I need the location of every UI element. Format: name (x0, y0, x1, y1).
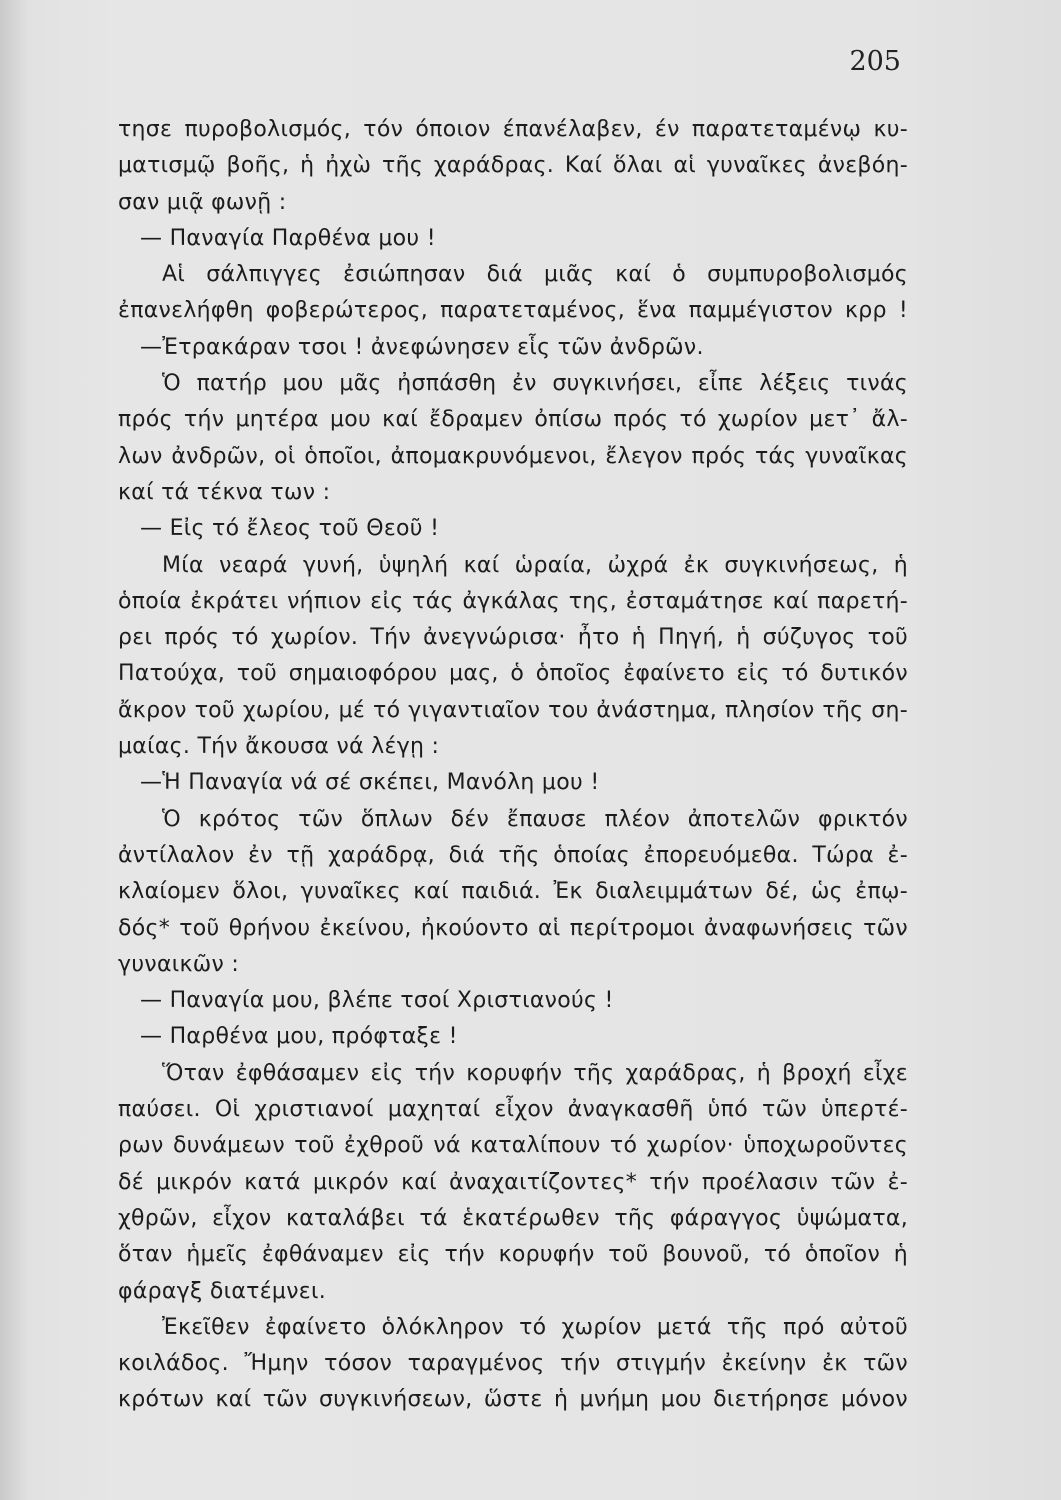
text-line: —Ἡ Παναγία νά σέ σκέπει, Μανόλη μου ! (140, 770, 600, 796)
text-line: ρει πρός τό χωρίον. Τήν ἀνεγνώρισα· ἦτο ἡ Πηγή, ἡ σύζυγος τοῦ (118, 625, 908, 651)
text-line: πρός τήν μητέρα μου καί ἔδραμεν ὀπίσω πρός τό χωρίον μετ᾽ ἄλ- (118, 407, 908, 433)
text-line: Αἱ σάλπιγγες ἐσιώπησαν διά μιᾶς καί ὁ συμπυροβολισμός (162, 262, 908, 288)
text-line: δός* τοῦ θρήνου ἐκείνου, ἠκούοντο αἱ περίτρομοι ἀναφωνήσεις τῶν (118, 915, 908, 941)
text-line: — Παρθένα μου, πρόφταξε ! (140, 1024, 458, 1050)
text-line: γυναικῶν : (118, 951, 240, 977)
body-text (118, 112, 908, 1419)
text-line: ὁποία ἐκράτει νήπιον εἰς τάς ἀγκάλας της, ἐσταμάτησε καί παρετή- (118, 588, 908, 614)
text-line: τησε πυροβολισμός, τόν όποιον έπανέλαβεν, έν παρατεταμένῳ κυ- (118, 117, 908, 142)
text-line: —Ἐτρακάραν τσοι ! ἀνεφώνησεν εἷς τῶν ἀνδρῶν. (140, 334, 704, 360)
text-line: καί τά τέκνα των : (118, 479, 331, 505)
text-line: — Παναγία Παρθένα μου ! (140, 225, 436, 251)
text-line: Μία νεαρά γυνή, ὑψηλή καί ὡραία, ὠχρά ἐκ συγκινήσεως, ἡ (162, 552, 908, 578)
page-number: 205 (849, 46, 901, 77)
text-line: κλαίομεν ὅλοι, γυναῖκες καί παιδιά. Ἐκ διαλειμμάτων δέ, ὡς ἐπῳ- (118, 879, 908, 905)
text-line: Πατούχα, τοῦ σημαιοφόρου μας, ὁ ὁποῖος ἐφαίνετο εἰς τό δυτικόν (118, 661, 908, 687)
text-line: παύσει. Οἱ χριστιανοί μαχηταί εἶχον ἀναγκασθῆ ὑπό τῶν ὑπερτέ- (118, 1097, 908, 1123)
text-line: χθρῶν, εἶχον καταλάβει τά ἑκατέρωθεν τῆς φάραγγος ὑψώματα, (118, 1205, 908, 1231)
text-line: Ὁ κρότος τῶν ὅπλων δέν ἔπαυσε πλέον ἀποτελῶν φρικτόν (162, 806, 908, 832)
text-line: μαίας. Τήν ἄκουσα νά λέγῃ : (118, 734, 440, 760)
text-line: Ὁ πατήρ μου μᾶς ἠσπάσθη ἐν συγκινήσει, εἶπε λέξεις τινάς (162, 371, 908, 397)
text-line: ὅταν ἡμεῖς ἐφθάναμεν εἰς τήν κορυφήν τοῦ βουνοῦ, τό ὁποῖον ἡ (118, 1242, 908, 1268)
text-line: — Παναγία μου, βλέπε τσοί Χριστιανούς ! (140, 988, 614, 1014)
text-line: Ἐκεῖθεν ἐφαίνετο ὁλόκληρον τό χωρίον μετά τῆς πρό αὐτοῦ (162, 1314, 908, 1340)
text-line: κρότων καί τῶν συγκινήσεων, ὥστε ἡ μνήμη μου διετήρησε μόνον (118, 1387, 908, 1413)
text-line: λων ἀνδρῶν, οἱ ὁποῖοι, ἀπομακρυνόμενοι, ἔλεγον πρός τάς γυναῖκας (118, 443, 908, 469)
text-line: φάραγξ διατέμνει. (118, 1278, 327, 1304)
text-line: ἐπανελήφθη φοβερώτερος, παρατεταμένος, ἕνα παμμέγιστον κρρ ! (118, 298, 908, 324)
text-line: ρων δυνάμεων τοῦ ἐχθροῦ νά καταλίπουν τό χωρίον· ὑποχωροῦντες (118, 1133, 908, 1159)
text-line: ἄκρον τοῦ χωρίου, μέ τό γιγαντιαῖον του ἀνάστημα, πλησίον τῆς ση- (118, 697, 908, 723)
text-line: σαν μιᾷ φωνῇ : (118, 189, 287, 215)
text-line: Ὅταν ἐφθάσαμεν εἰς τήν κορυφήν τῆς χαράδρας, ἡ βροχή εἶχε (162, 1060, 908, 1086)
text-line: κοιλάδος. Ἤμην τόσον ταραγμένος τήν στιγμήν ἐκείνην ἐκ τῶν (118, 1351, 908, 1377)
text-line: δέ μικρόν κατά μικρόν καί ἀναχαιτίζοντες* τήν προέλασιν τῶν ἐ- (118, 1169, 908, 1195)
text-line: — Εἰς τό ἔλεος τοῦ Θεοῦ ! (140, 516, 440, 542)
text-line: ἀντίλαλον ἐν τῇ χαράδρᾳ, διά τῆς ὁποίας ἐπορευόμεθα. Τώρα ἐ- (118, 842, 908, 868)
text-line: ματισμῷ βοῆς, ἡ ἠχὼ τῆς χαράδρας. Καί ὅλαι αἱ γυναῖκες ἀνεβόη- (118, 153, 908, 179)
